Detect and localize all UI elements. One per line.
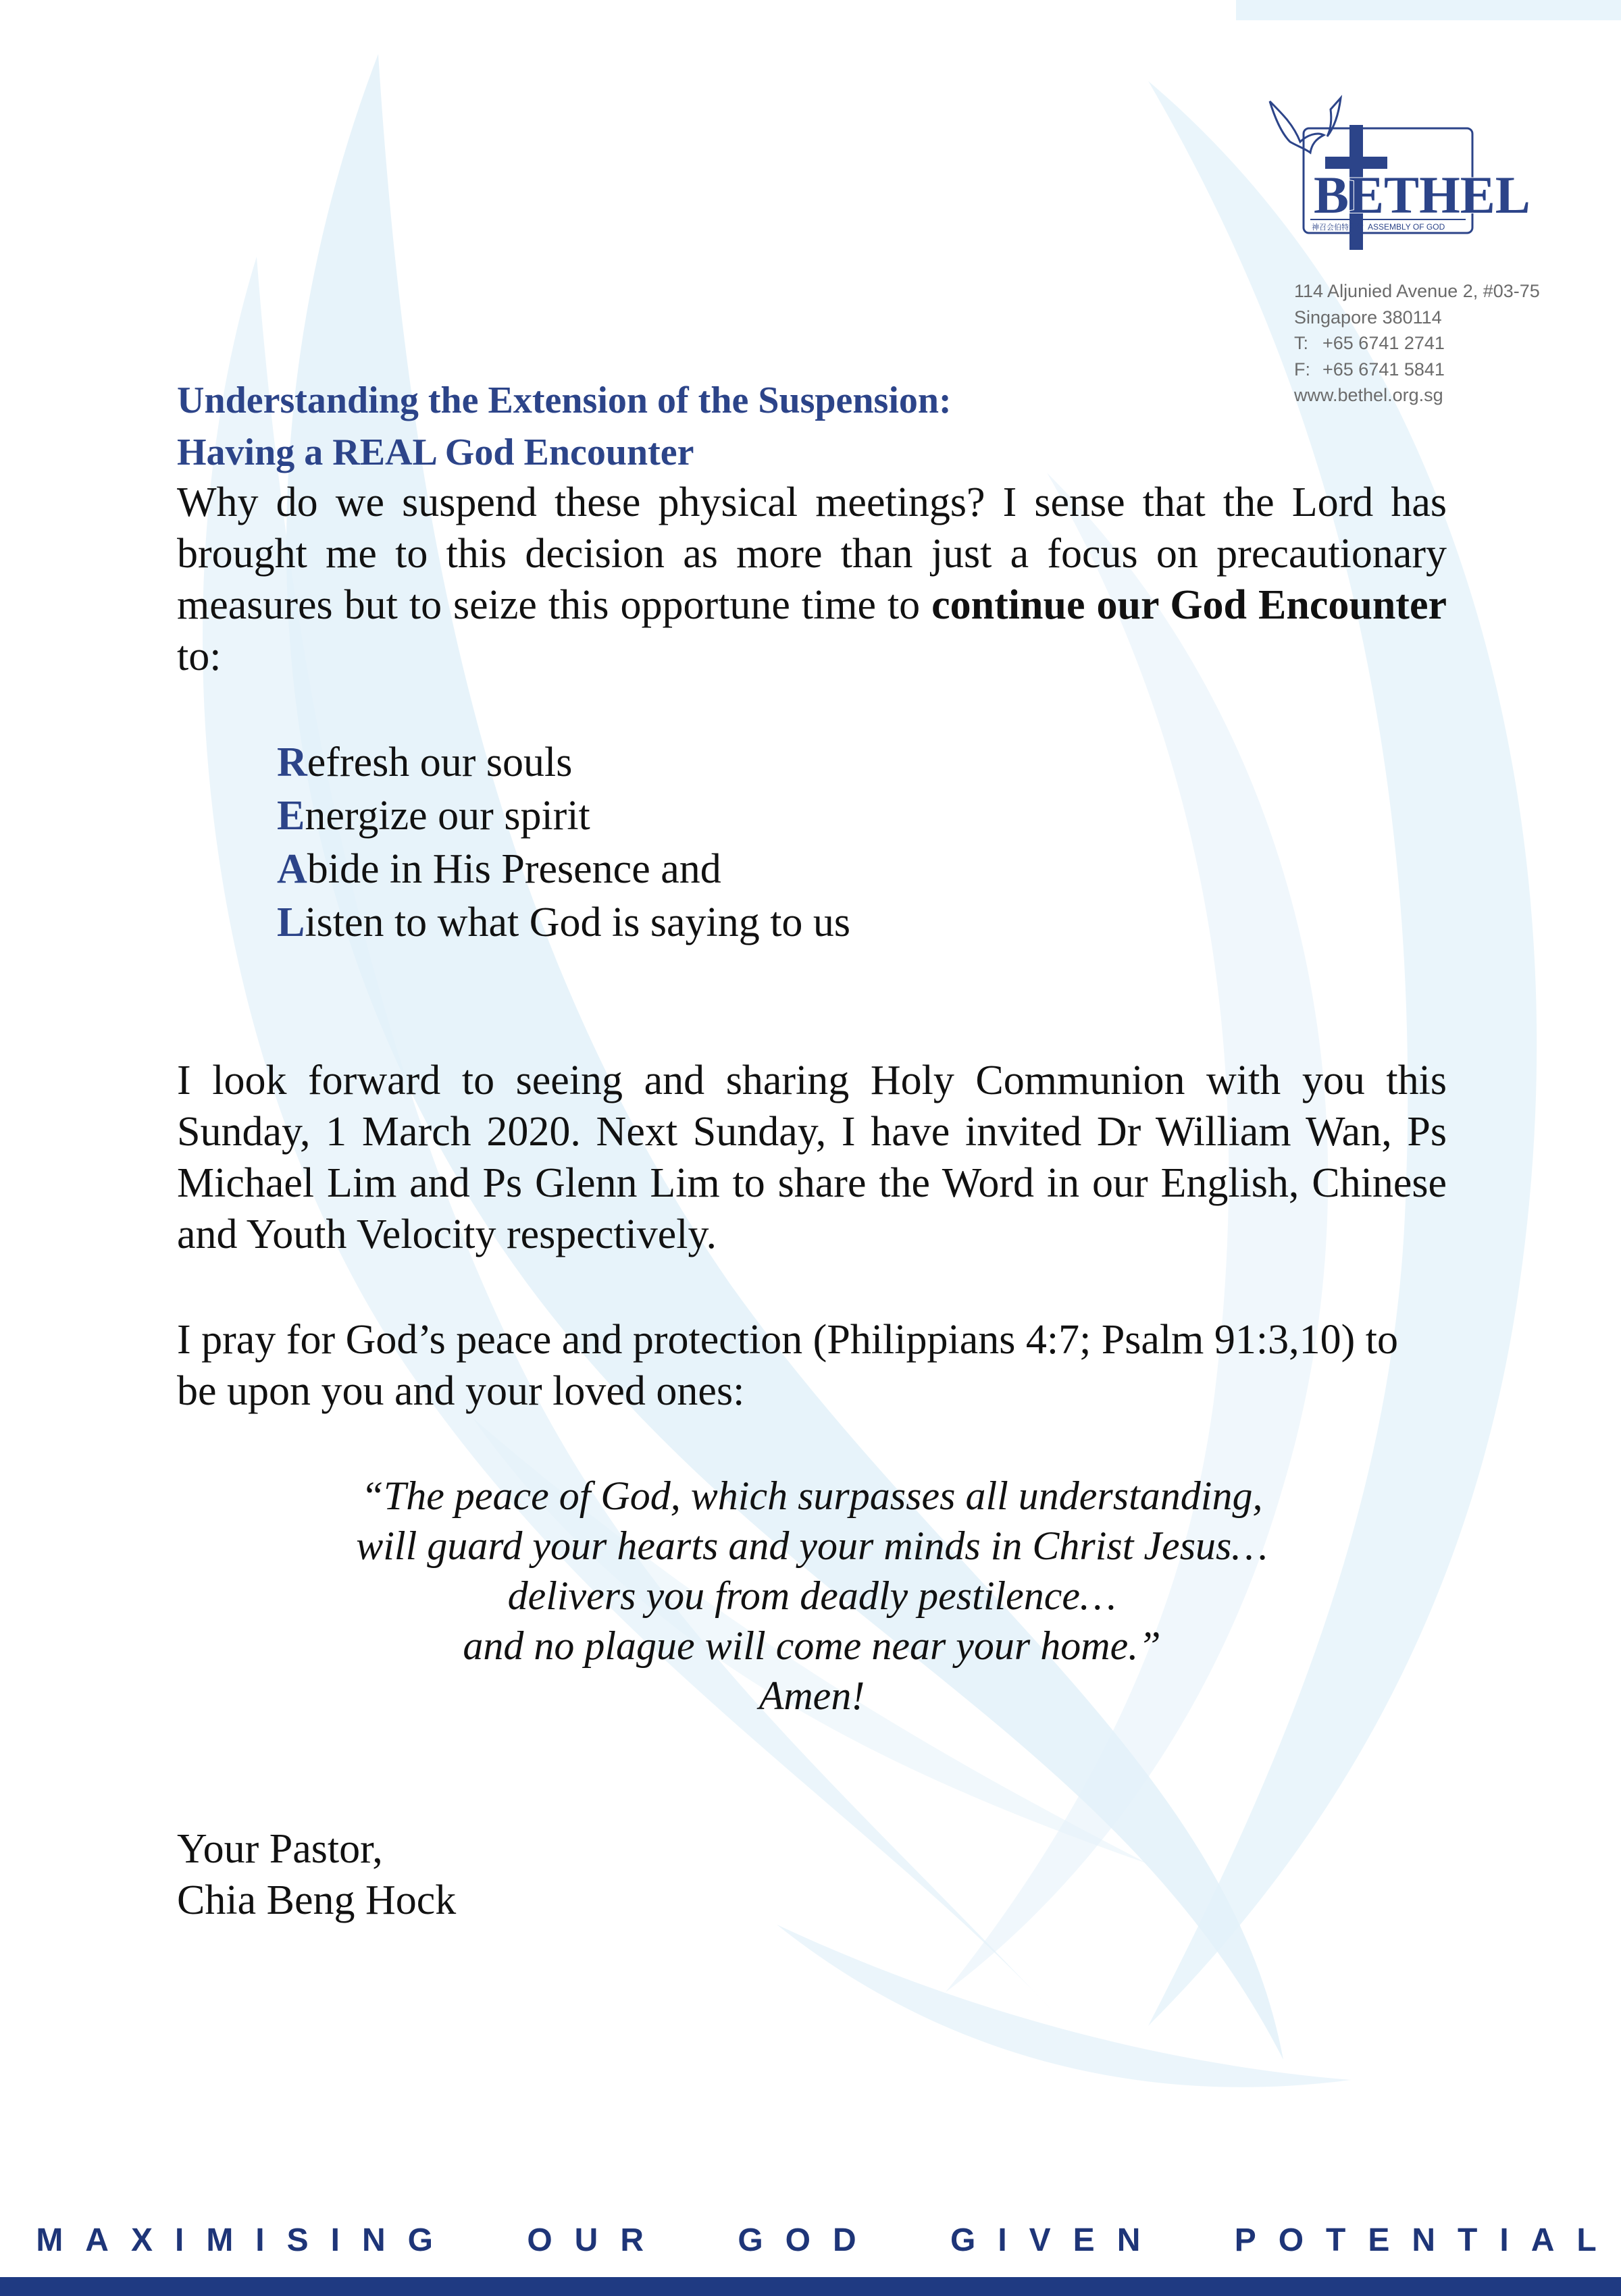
heading-line-2: Having a REAL God Encounter [177, 432, 694, 473]
logo-chinese-name: 神召会伯特利堂 [1312, 223, 1364, 232]
fax-label: F: [1294, 359, 1310, 380]
prayer-paragraph: I pray for God’s peace and protection (Philippians 4:7; Psalm 91:3,10) to be upon you and your loved ones: [177, 1317, 1398, 1414]
quote-line: delivers you from deadly pestilence… [507, 1573, 1116, 1618]
quote-line: will guard your hearts and your minds in Christ Jesus… [356, 1523, 1268, 1568]
acrostic-letter: A [277, 846, 307, 892]
top-accent-strip [1236, 0, 1621, 20]
logo-subtitle: ASSEMBLY OF GOD [1368, 222, 1445, 232]
signoff-salutation: Your Pastor, [177, 1826, 383, 1872]
phone-number: +65 6741 2741 [1322, 333, 1445, 353]
phone-label: T: [1294, 333, 1309, 353]
scripture-quote [177, 1471, 1447, 1721]
list-item [277, 789, 850, 843]
communion-paragraph: I look forward to seeing and sharing Holy Communion with you this Sunday, 1 March 2020. Next Sunday, I have invited Dr William Wan, Ps Michael Lim and Ps Glenn Lim to share the Word in our English, Chinese and Youth Velocity respectively. [177, 1058, 1447, 1257]
heading-line-1: Understanding the Extension of the Suspension: [177, 380, 952, 421]
dove-icon [1270, 98, 1341, 153]
quote-line: Amen! [758, 1673, 865, 1718]
intro-paragraph [177, 477, 1447, 682]
acrostic-letter: R [277, 739, 307, 785]
acrostic-text: nergize our spirit [305, 793, 590, 839]
address-phone [1294, 330, 1540, 357]
address-website: www.bethel.org.sg [1294, 385, 1443, 405]
footer-bar [0, 2277, 1621, 2296]
acrostic-text: isten to what God is saying to us [305, 899, 851, 945]
quote-line: and no plague will come near your home.” [463, 1623, 1161, 1668]
footer-slogan: MAXIMISING OUR GOD GIVEN POTENTIAL [36, 2222, 1619, 2258]
address-line-2: Singapore 380114 [1294, 307, 1442, 328]
list-item [277, 843, 850, 896]
acrostic-text: bide in His Presence and [307, 846, 721, 892]
list-item [277, 896, 850, 949]
list-item [277, 736, 850, 789]
acrostic-letter: L [277, 899, 305, 945]
logo-wordmark: BETHEL [1314, 165, 1530, 224]
fax-number: +65 6741 5841 [1322, 359, 1445, 380]
bethel-logo [1263, 95, 1530, 257]
real-acrostic-list [277, 736, 850, 949]
acrostic-text: efresh our souls [307, 739, 573, 785]
intro-text-end: to: [177, 633, 222, 679]
address-line-1: 114 Aljunied Avenue 2, #03-75 [1294, 281, 1540, 301]
letter-heading [177, 375, 1447, 479]
intro-text: Why do we suspend these physical meetings? I sense that the Lord has brought me to this decision as more than just a focus on precautionary measures but to seize this opportune time to [177, 479, 1447, 628]
quote-line: “The peace of God, which surpasses all understanding, [361, 1473, 1263, 1518]
intro-emphasis: continue our God Encounter [931, 582, 1447, 628]
acrostic-letter: E [277, 793, 305, 839]
signoff [177, 1823, 456, 1926]
signoff-name: Chia Beng Hock [177, 1877, 457, 1923]
